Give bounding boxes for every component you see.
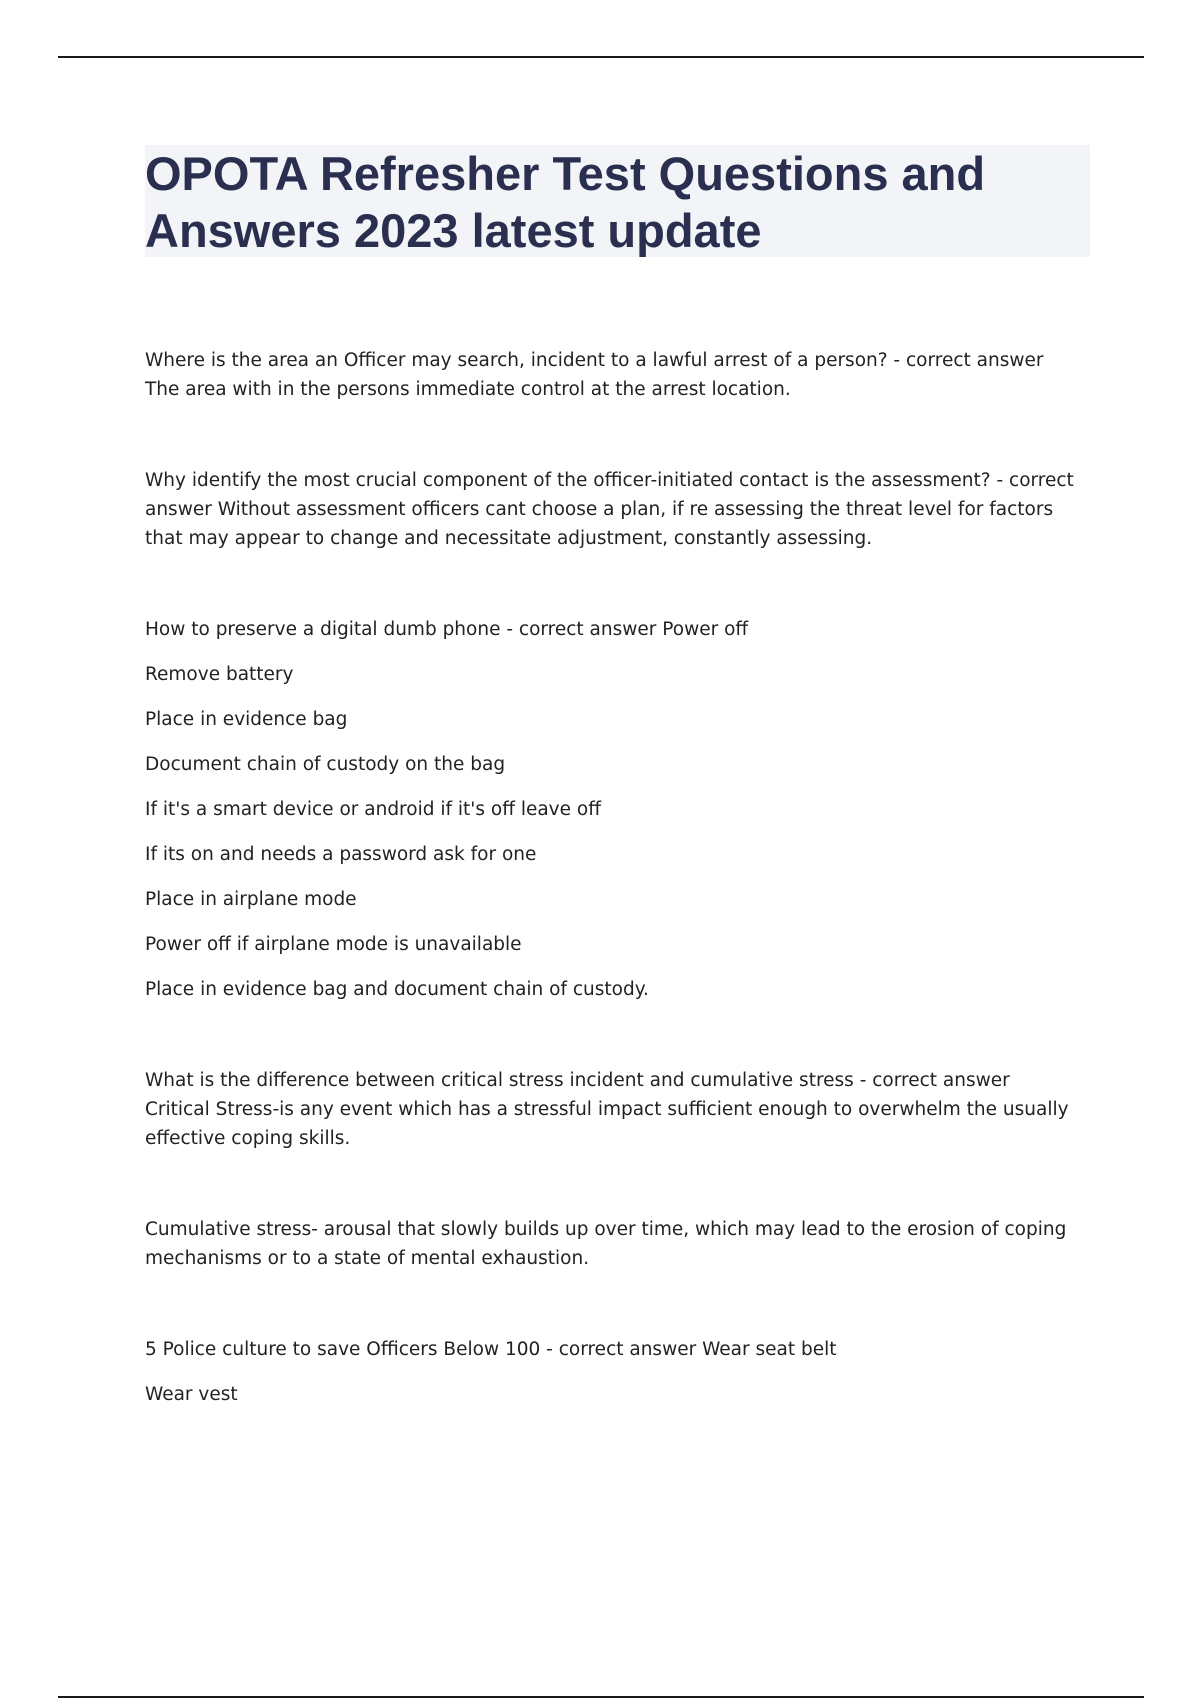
qa-entry-2: Why identify the most crucial component of the officer-initiated contact is the assessment? - correct answer Without assessment officers cant choose a plan, if re assessing the threat level for factors that may appear to change and necessitate adjustment, constantly assessing. — [145, 470, 1074, 549]
qa-entry-4: What is the difference between critical stress incident and cumulative stress - correct answer Critical Stress-is any event which has a stressful impact sufficient enough to overwhelm the usually effective coping skills. — [145, 1070, 1069, 1149]
top-rule — [58, 56, 1144, 58]
answer-line: Remove battery — [145, 664, 294, 685]
answer-line: Wear vest — [145, 1384, 238, 1405]
answer-line: How to preserve a digital dumb phone - correct answer Power off — [145, 619, 749, 640]
page-title: OPOTA Refresher Test Questions and Answers 2023 latest update — [145, 147, 986, 257]
answer-line: Document chain of custody on the bag — [145, 754, 506, 775]
answer-line: If it's a smart device or android if it's off leave off — [145, 799, 601, 820]
qa-entry-6 — [145, 1335, 1080, 1409]
answer-line: Place in airplane mode — [145, 889, 357, 910]
answer-line: 5 Police culture to save Officers Below 100 - correct answer Wear seat belt — [145, 1339, 837, 1360]
document-body — [145, 346, 1080, 1409]
title-block — [145, 145, 1090, 257]
answer-line: Place in evidence bag — [145, 709, 348, 730]
qa-entry-1: Where is the area an Officer may search, incident to a lawful arrest of a person? - correct answer The area with in the persons immediate control at the arrest location. — [145, 350, 1044, 400]
answer-line: Power off if airplane mode is unavailable — [145, 934, 522, 955]
bottom-rule — [58, 1696, 1144, 1698]
answer-line: If its on and needs a password ask for one — [145, 844, 537, 865]
qa-entry-5: Cumulative stress- arousal that slowly builds up over time, which may lead to the erosion of coping mechanisms or to a state of mental exhaustion. — [145, 1219, 1067, 1269]
answer-line: Place in evidence bag and document chain of custody. — [145, 979, 649, 1000]
qa-entry-3 — [145, 615, 1080, 1004]
